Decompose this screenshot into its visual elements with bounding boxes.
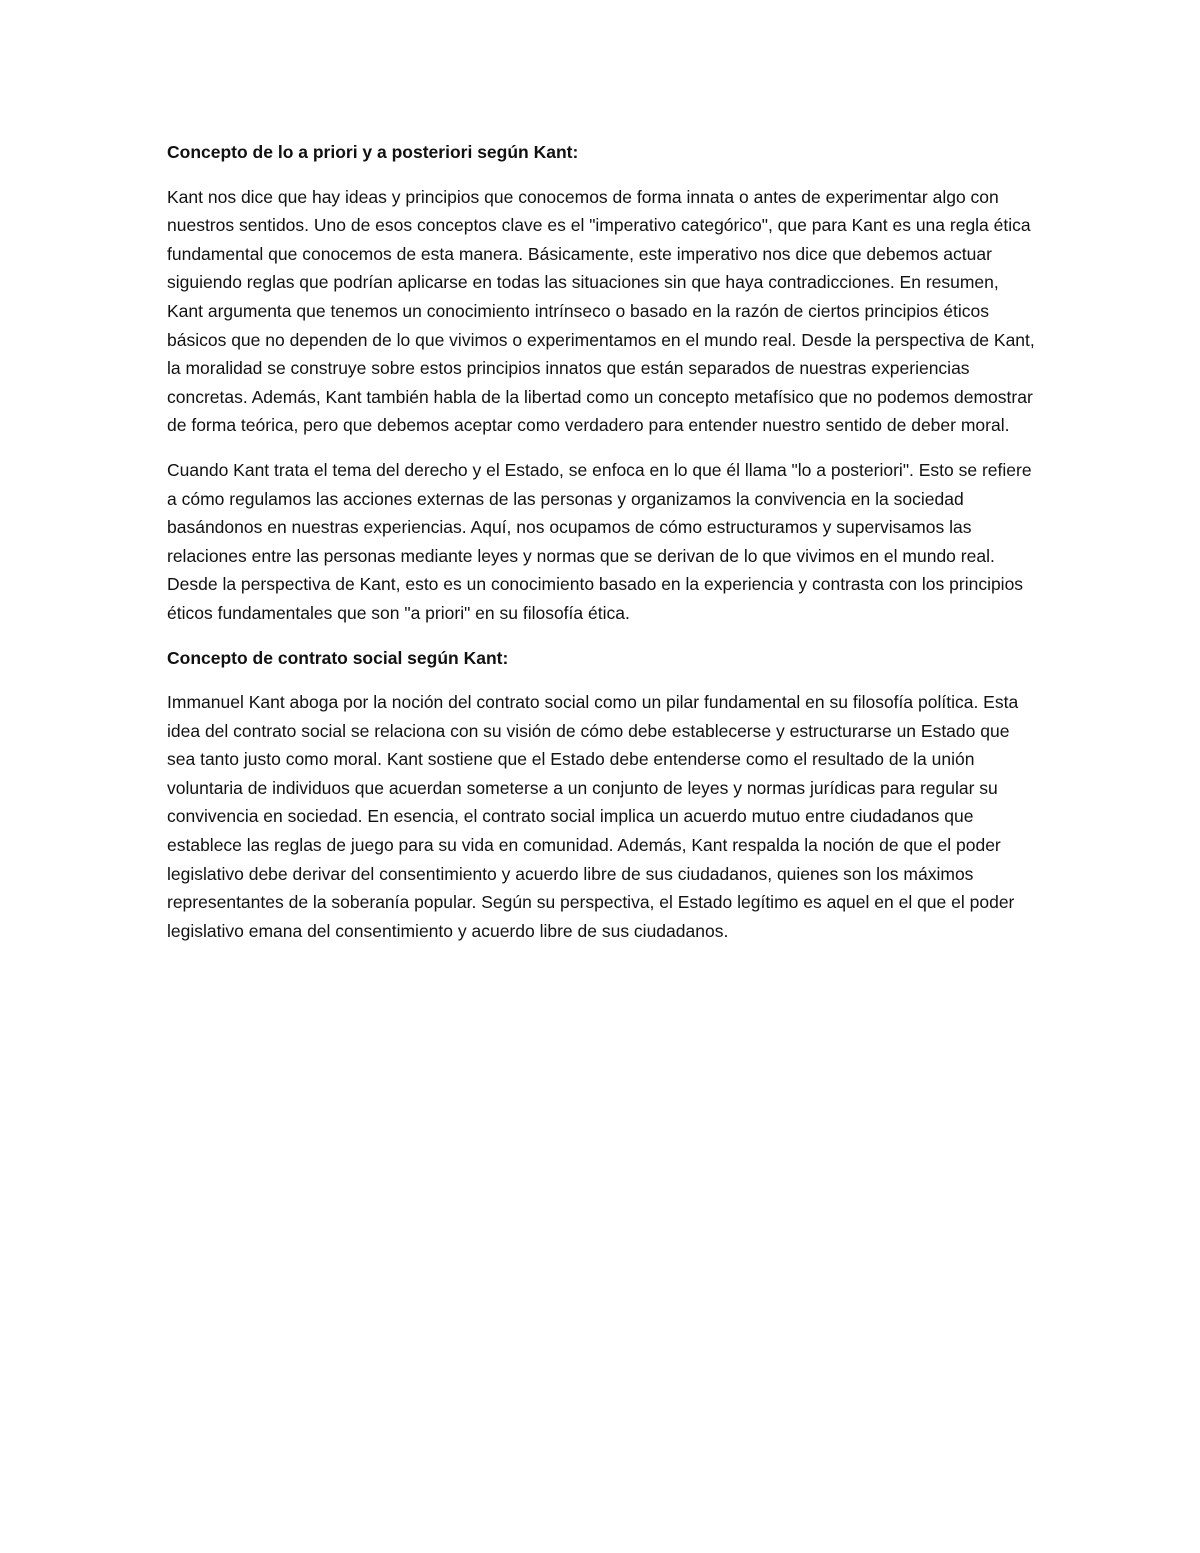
section-heading-a-priori: Concepto de lo a priori y a posteriori según Kant:	[167, 142, 579, 162]
section-heading-contrato-social: Concepto de contrato social según Kant:	[167, 647, 509, 668]
paragraph-a-posteriori: Cuando Kant trata el tema del derecho y el Estado, se enfoca en lo que él llama "lo a posteriori". Esto se refiere a cómo regulamos las acciones externas de las personas y organizamos la convivencia en la sociedad basándonos en nuestras experiencias. Aquí, nos ocupamos de cómo estructuramos y supervisamos las relaciones entre las personas mediante leyes y normas que se derivan de lo que vivimos en el mundo real. Desde la perspectiva de Kant, esto es un conocimiento basado en la experiencia y contrasta con los principios éticos fundamentales que son "a priori" en su filosofía ética.	[167, 459, 1032, 623]
paragraph-contrato-social: Immanuel Kant aboga por la noción del contrato social como un pilar fundamental en su filosofía política. Esta idea del contrato social se relaciona con su visión de cómo debe establecerse y estructurarse un Estado que sea tanto justo como moral. Kant sostiene que el Estado debe entenderse como el resultado de la unión voluntaria de individuos que acuerdan someterse a un conjunto de leyes y normas jurídicas para regular su convivencia en sociedad. En esencia, el contrato social implica un acuerdo mutuo entre ciudadanos que establece las reglas de juego para su vida en comunidad. Además, Kant respalda la noción de que el poder legislativo debe derivar del consentimiento y acuerdo libre de sus ciudadanos, quienes son los máximos representantes de la soberanía popular. Según su perspectiva, el Estado legítimo es aquel en el que el poder legislativo emana del consentimiento y acuerdo libre de sus ciudadanos.	[167, 692, 1019, 941]
paragraph-a-priori: Kant nos dice que hay ideas y principios que conocemos de forma innata o antes de experimentar algo con nuestros sentidos. Uno de esos conceptos clave es el "imperativo categórico", que para Kant es una regla ética fundamental que conocemos de esta manera. Básicamente, este imperativo nos dice que debemos actuar siguiendo reglas que podrían aplicarse en todas las situaciones sin que haya contradicciones. En resumen, Kant argumenta que tenemos un conocimiento intrínseco o basado en la razón de ciertos principios éticos básicos que no dependen de lo que vivimos o experimentamos en el mundo real. Desde la perspectiva de Kant, la moralidad se construye sobre estos principios innatos que están separados de nuestras experiencias concretas. Además, Kant también habla de la libertad como un concepto metafísico que no podemos demostrar de forma teórica, pero que debemos aceptar como verdadero para entender nuestro sentido de deber moral.	[167, 186, 1035, 436]
document-body	[167, 138, 1037, 961]
